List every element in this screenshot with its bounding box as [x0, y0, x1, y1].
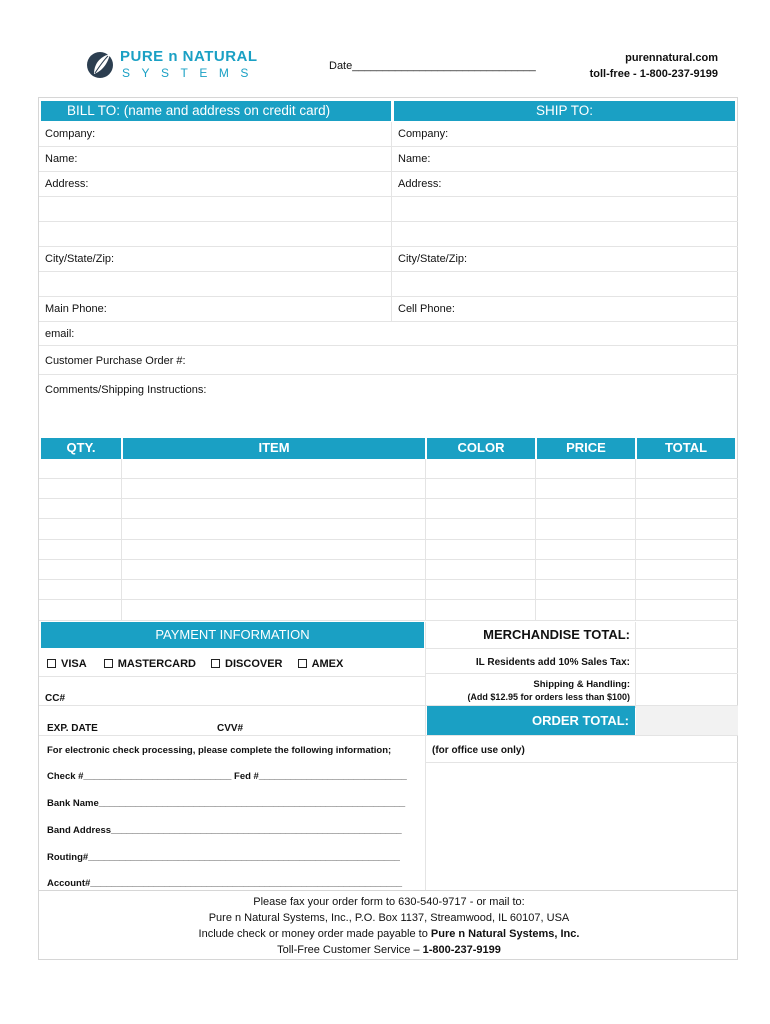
col-qty-label: QTY. [66, 440, 96, 455]
cc-label: CC# [45, 693, 66, 704]
exp-date-field[interactable]: EXP. DATE [47, 723, 98, 734]
table-row[interactable] [39, 600, 738, 621]
office-use-label: (for office use only) [432, 745, 525, 756]
footer-line-4 [39, 942, 739, 958]
ship-address-line3[interactable] [392, 222, 738, 247]
leaf-logo-icon [86, 48, 116, 82]
col-color-header [427, 438, 535, 459]
col-divider [635, 459, 636, 621]
echeck-note: For electronic check processing, please complete the following information; [47, 745, 392, 756]
bill-name-field[interactable] [39, 147, 391, 172]
po-label: Customer Purchase Order #: [45, 355, 186, 367]
footer-line-3-text: Include check or money order made payable to [198, 928, 431, 940]
table-row[interactable] [39, 479, 738, 499]
shipping-value[interactable] [636, 674, 738, 706]
ship-to-header [394, 101, 735, 121]
col-price-label: PRICE [566, 440, 606, 455]
ship-company-field[interactable] [392, 122, 738, 147]
col-divider [425, 459, 426, 621]
table-row[interactable] [39, 580, 738, 600]
payment-header [41, 622, 424, 648]
bill-address-label: Address: [45, 178, 89, 190]
footer-line-1: Please fax your order form to 630-540-9717 - or mail to: [253, 896, 525, 908]
bank-name-field[interactable]: Bank Name__________________________________________________________ [47, 798, 406, 809]
col-item-label: ITEM [258, 440, 290, 455]
table-row[interactable] [39, 499, 738, 519]
order-form [38, 97, 738, 960]
bill-address-line3[interactable] [39, 222, 391, 247]
bill-phone-label: Main Phone: [45, 303, 107, 315]
shipping-label: Shipping & Handling: [533, 679, 630, 690]
account-field[interactable]: Account#___________________________________________________________ [47, 878, 403, 889]
payment-options-row [39, 648, 425, 677]
bill-company-field[interactable] [39, 122, 391, 147]
ship-city-label: City/State/Zip: [398, 253, 468, 265]
visa-label: VISA [61, 658, 87, 670]
ship-address-line2[interactable] [392, 197, 738, 222]
ship-company-label: Company: [398, 128, 449, 140]
ship-address-field[interactable] [392, 172, 738, 197]
table-row[interactable] [39, 519, 738, 540]
col-total-label: TOTAL [664, 440, 708, 455]
footer-divider [39, 890, 738, 891]
bill-blank-row[interactable] [39, 272, 391, 297]
bill-company-label: Company: [45, 128, 96, 140]
bill-city-label: City/State/Zip: [45, 253, 115, 265]
order-total-label: ORDER TOTAL: [531, 713, 629, 728]
item-rows [39, 459, 738, 621]
col-divider [121, 459, 122, 621]
po-field[interactable] [39, 346, 738, 375]
logo-text-sub: SYSTEMS [122, 66, 260, 80]
logo [86, 48, 286, 84]
sales-tax-label: IL Residents add 10% Sales Tax: [475, 657, 630, 668]
office-use-box [426, 735, 738, 763]
website-link[interactable]: purennatural.com [625, 52, 718, 64]
bill-address-line2[interactable] [39, 197, 391, 222]
order-total-header [427, 706, 635, 735]
footer-company-name: Pure n Natural Systems, Inc. [430, 928, 580, 940]
tollfree-number: toll-free - 1-800-237-9199 [589, 68, 718, 80]
email-label: email: [45, 328, 75, 340]
ship-phone-field[interactable] [392, 297, 738, 322]
merchandise-total-value[interactable] [636, 622, 738, 649]
order-total-value[interactable] [636, 706, 738, 735]
date-field[interactable]: Date______________________________ [329, 60, 536, 72]
shipping-note: (Add $12.95 for orders less than $100) [467, 692, 630, 702]
footer-line-3 [39, 926, 739, 942]
table-row[interactable] [39, 540, 738, 560]
bill-to-title: BILL TO: (name and address on credit card) [67, 103, 331, 118]
ship-name-label: Name: [398, 153, 431, 165]
logo-text-main: PURE n NATURAL [120, 48, 258, 65]
contact-info [590, 50, 718, 82]
bill-city-field[interactable] [39, 247, 391, 272]
footer-line-2: Pure n Natural Systems, Inc., P.O. Box 1137, Streamwood, IL 60107, USA [208, 912, 570, 924]
comments-field[interactable] [39, 375, 738, 437]
col-divider [535, 459, 536, 621]
address-divider [391, 122, 392, 322]
email-field[interactable] [39, 322, 738, 346]
col-total-header [637, 438, 735, 459]
ship-name-field[interactable] [392, 147, 738, 172]
col-price-header [537, 438, 635, 459]
footer-phone: 1-800-237-9199 [422, 944, 501, 956]
ship-blank-row[interactable] [392, 272, 738, 297]
table-row[interactable] [39, 459, 738, 479]
col-qty-header [41, 438, 121, 459]
ship-city-field[interactable] [392, 247, 738, 272]
comments-label: Comments/Shipping Instructions: [45, 384, 207, 396]
cvv-field[interactable]: CVV# [217, 723, 244, 734]
routing-field[interactable]: Routing#___________________________________________________________ [47, 852, 400, 863]
amex-label: AMEX [311, 658, 344, 670]
col-color-label: COLOR [457, 440, 505, 455]
payment-title: PAYMENT INFORMATION [155, 627, 310, 642]
bill-address-field[interactable] [39, 172, 391, 197]
discover-label: DISCOVER [225, 658, 283, 670]
check-fed-field[interactable]: Check #____________________________ Fed #____________________________ [47, 771, 407, 782]
ship-to-title: SHIP TO: [535, 103, 594, 118]
table-row[interactable] [39, 560, 738, 580]
bill-name-label: Name: [45, 153, 78, 165]
sales-tax-value[interactable] [636, 649, 738, 674]
mastercard-label: MASTERCARD [117, 658, 196, 670]
merchandise-total-label: MERCHANDISE TOTAL: [483, 627, 630, 642]
col-item-header [123, 438, 425, 459]
footer-line-4-text: Toll-Free Customer Service – [277, 944, 423, 956]
ship-phone-label: Cell Phone: [398, 303, 455, 315]
bank-address-field[interactable]: Band Address_______________________________________________________ [47, 825, 402, 836]
exp-cvv-row [39, 706, 425, 736]
bill-to-header [41, 101, 391, 121]
cc-field[interactable] [39, 677, 425, 706]
bill-phone-field[interactable] [39, 297, 391, 322]
page-header [0, 0, 770, 100]
ship-address-label: Address: [398, 178, 442, 190]
